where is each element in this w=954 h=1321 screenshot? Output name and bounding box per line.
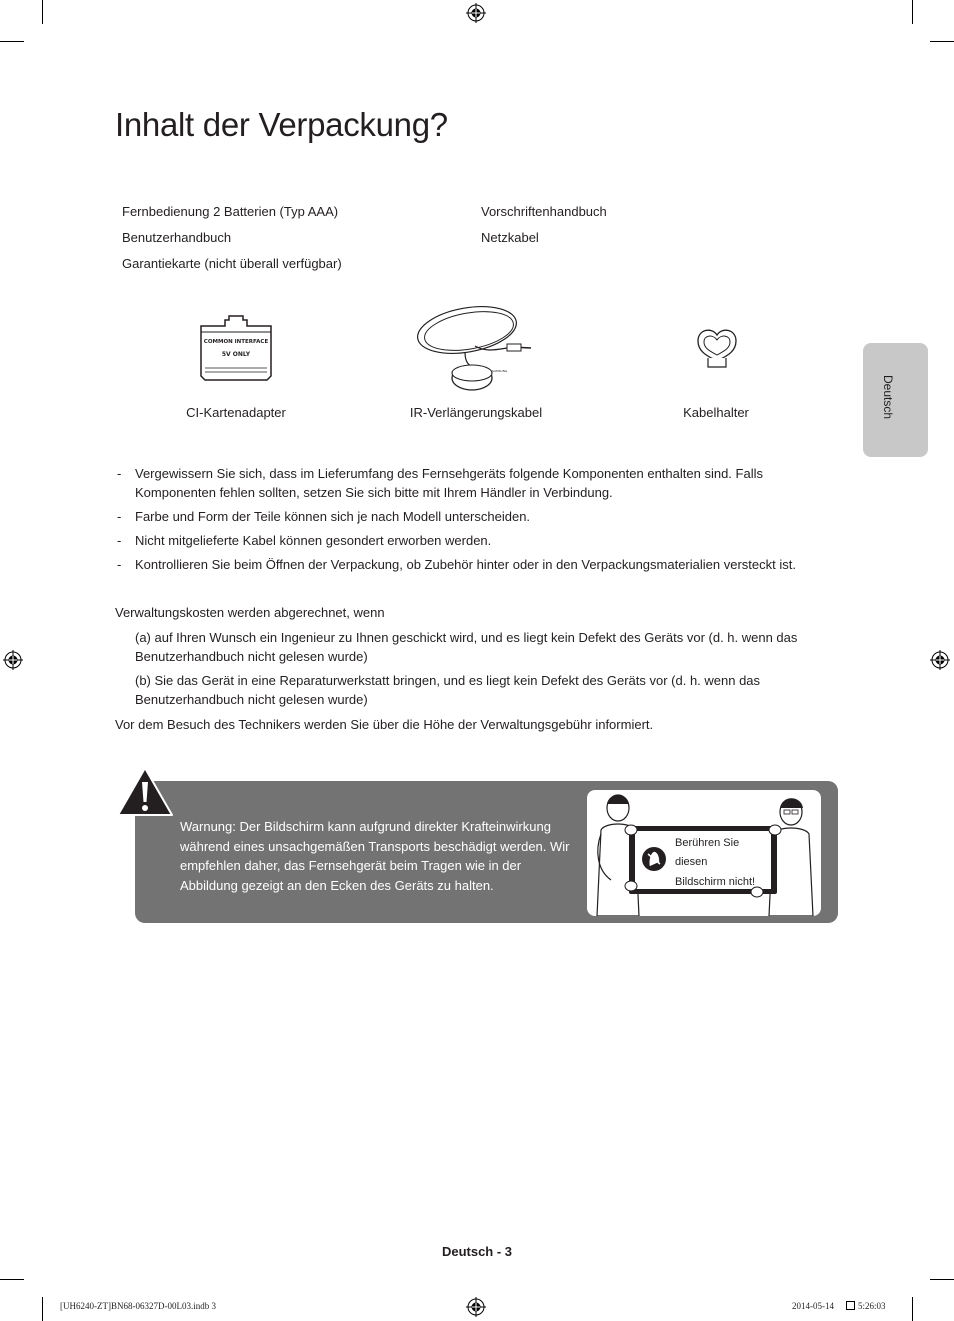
warning-body: : Der Bildschirm kann aufgrund direkter Krafteinwirkung während eines unsachgemäßen Transports beschädigt werden. Wir empfehlen daher, das Fernsehgerät beim Tragen wie in der Abbildung gezeigt an den Ecken des Geräts zu halten. [180,819,570,893]
warning-triangle-icon [116,766,174,818]
side-tab-label: Deutsch [881,375,895,420]
ci-card-adapter-image [195,312,277,384]
cable-holder-image [694,325,740,371]
ci-adapter-label-line2: 5V ONLY [221,351,251,358]
ir-cable-brand: SAMSUNG [492,369,508,373]
page-number: Deutsch - 3 [441,1244,513,1259]
crop-mark [0,1279,24,1280]
screen-text-line2: diesen [675,856,708,868]
contents-item: Garantiekarte (nicht überall verfügbar) [122,256,342,271]
registration-mark-icon [3,650,23,670]
contents-item: Netzkabel [481,230,539,245]
crop-mark [912,1297,913,1321]
crop-mark [912,0,913,24]
calendar-icon [846,1301,855,1310]
fees-item-b: (b) Sie das Gerät in eine Reparaturwerkstatt bringen, und es liegt kein Defekt des Geräts vor (d. h. wenn das Benutzerhandbuch nicht gelesen wurde) [135,673,761,707]
crop-mark [42,0,43,24]
footer-file-name: [UH6240-ZT]BN68-06327D-00L03.indb 3 [60,1301,216,1311]
note-text: Vergewissern Sie sich, dass im Lieferumfang des Fernsehgeräts folgende Komponenten enthalten sind. Falls Komponenten fehlen sollten, setzen Sie sich bitte mit Ihrem Händler in Verbindung. [135,466,763,500]
registration-mark-icon [466,3,486,23]
ir-cable-caption: IR-Verlängerungskabel [409,405,543,420]
note-text: Nicht mitgelieferte Kabel können gesondert erworben werden. [135,533,492,548]
ir-extension-cable-image [415,302,535,394]
language-side-tab [863,343,928,457]
note-item: - Nicht mitgelieferte Kabel können gesondert erworben werden. [117,531,817,550]
note-text: Kontrollieren Sie beim Öffnen der Verpackung, ob Zubehör hinter oder in den Verpackungsmaterialien versteckt ist. [135,557,796,572]
screen-text-line1: Berühren Sie [675,837,740,849]
contents-item: Vorschriftenhandbuch [481,204,607,219]
contents-item: Fernbedienung 2 Batterien (Typ AAA) [122,204,339,219]
page-title: Inhalt der Verpackung? [115,106,448,143]
fees-item-a: (a) auf Ihren Wunsch ein Ingenieur zu Ihnen geschickt wird, und es liegt kein Defekt des Geräts vor (d. h. wenn das Benutzerhandbuch nicht gelesen wurde) [135,630,798,664]
note-item: - Kontrollieren Sie beim Öffnen der Verpackung, ob Zubehör hinter oder in den Verpackungsmaterialien versteckt ist. [117,555,837,574]
footer-time: 5:26:03 [858,1301,886,1311]
note-item: - Farbe und Form der Teile können sich je nach Modell unterscheiden. [117,507,817,526]
fees-outro: Vor dem Besuch des Technikers werden Sie über die Höhe der Verwaltungsgebühr informiert. [115,717,654,732]
crop-mark [0,41,24,42]
two-people-carrying-tv-image [587,790,821,916]
cable-holder-caption: Kabelhalter [683,405,749,420]
crop-mark [930,41,954,42]
crop-mark [930,1279,954,1280]
screen-text-line3: Bildschirm nicht! [675,876,756,888]
fees-intro: Verwaltungskosten werden abgerechnet, wenn [115,605,385,620]
warning-label: Warnung [180,819,233,834]
carrying-tv-illustration [587,790,821,916]
footer-date: 2014-05-14 [792,1301,834,1311]
warning-text [180,817,570,895]
registration-mark-icon [466,1297,486,1317]
contents-item: Benutzerhandbuch [122,230,232,245]
registration-mark-icon [930,650,950,670]
ci-adapter-label-line1: COMMON INTERFACE [203,339,269,345]
note-item: - Vergewissern Sie sich, dass im Lieferumfang des Fernsehgeräts folgende Komponenten enthalten sind. Falls Komponenten fehlen sollten, setzen Sie sich bitte mit Ihrem Händler in Verbindung. [117,464,817,502]
crop-mark [42,1297,43,1321]
ci-adapter-caption: CI-Kartenadapter [186,405,286,420]
note-text: Farbe und Form der Teile können sich je nach Modell unterscheiden. [135,509,531,524]
